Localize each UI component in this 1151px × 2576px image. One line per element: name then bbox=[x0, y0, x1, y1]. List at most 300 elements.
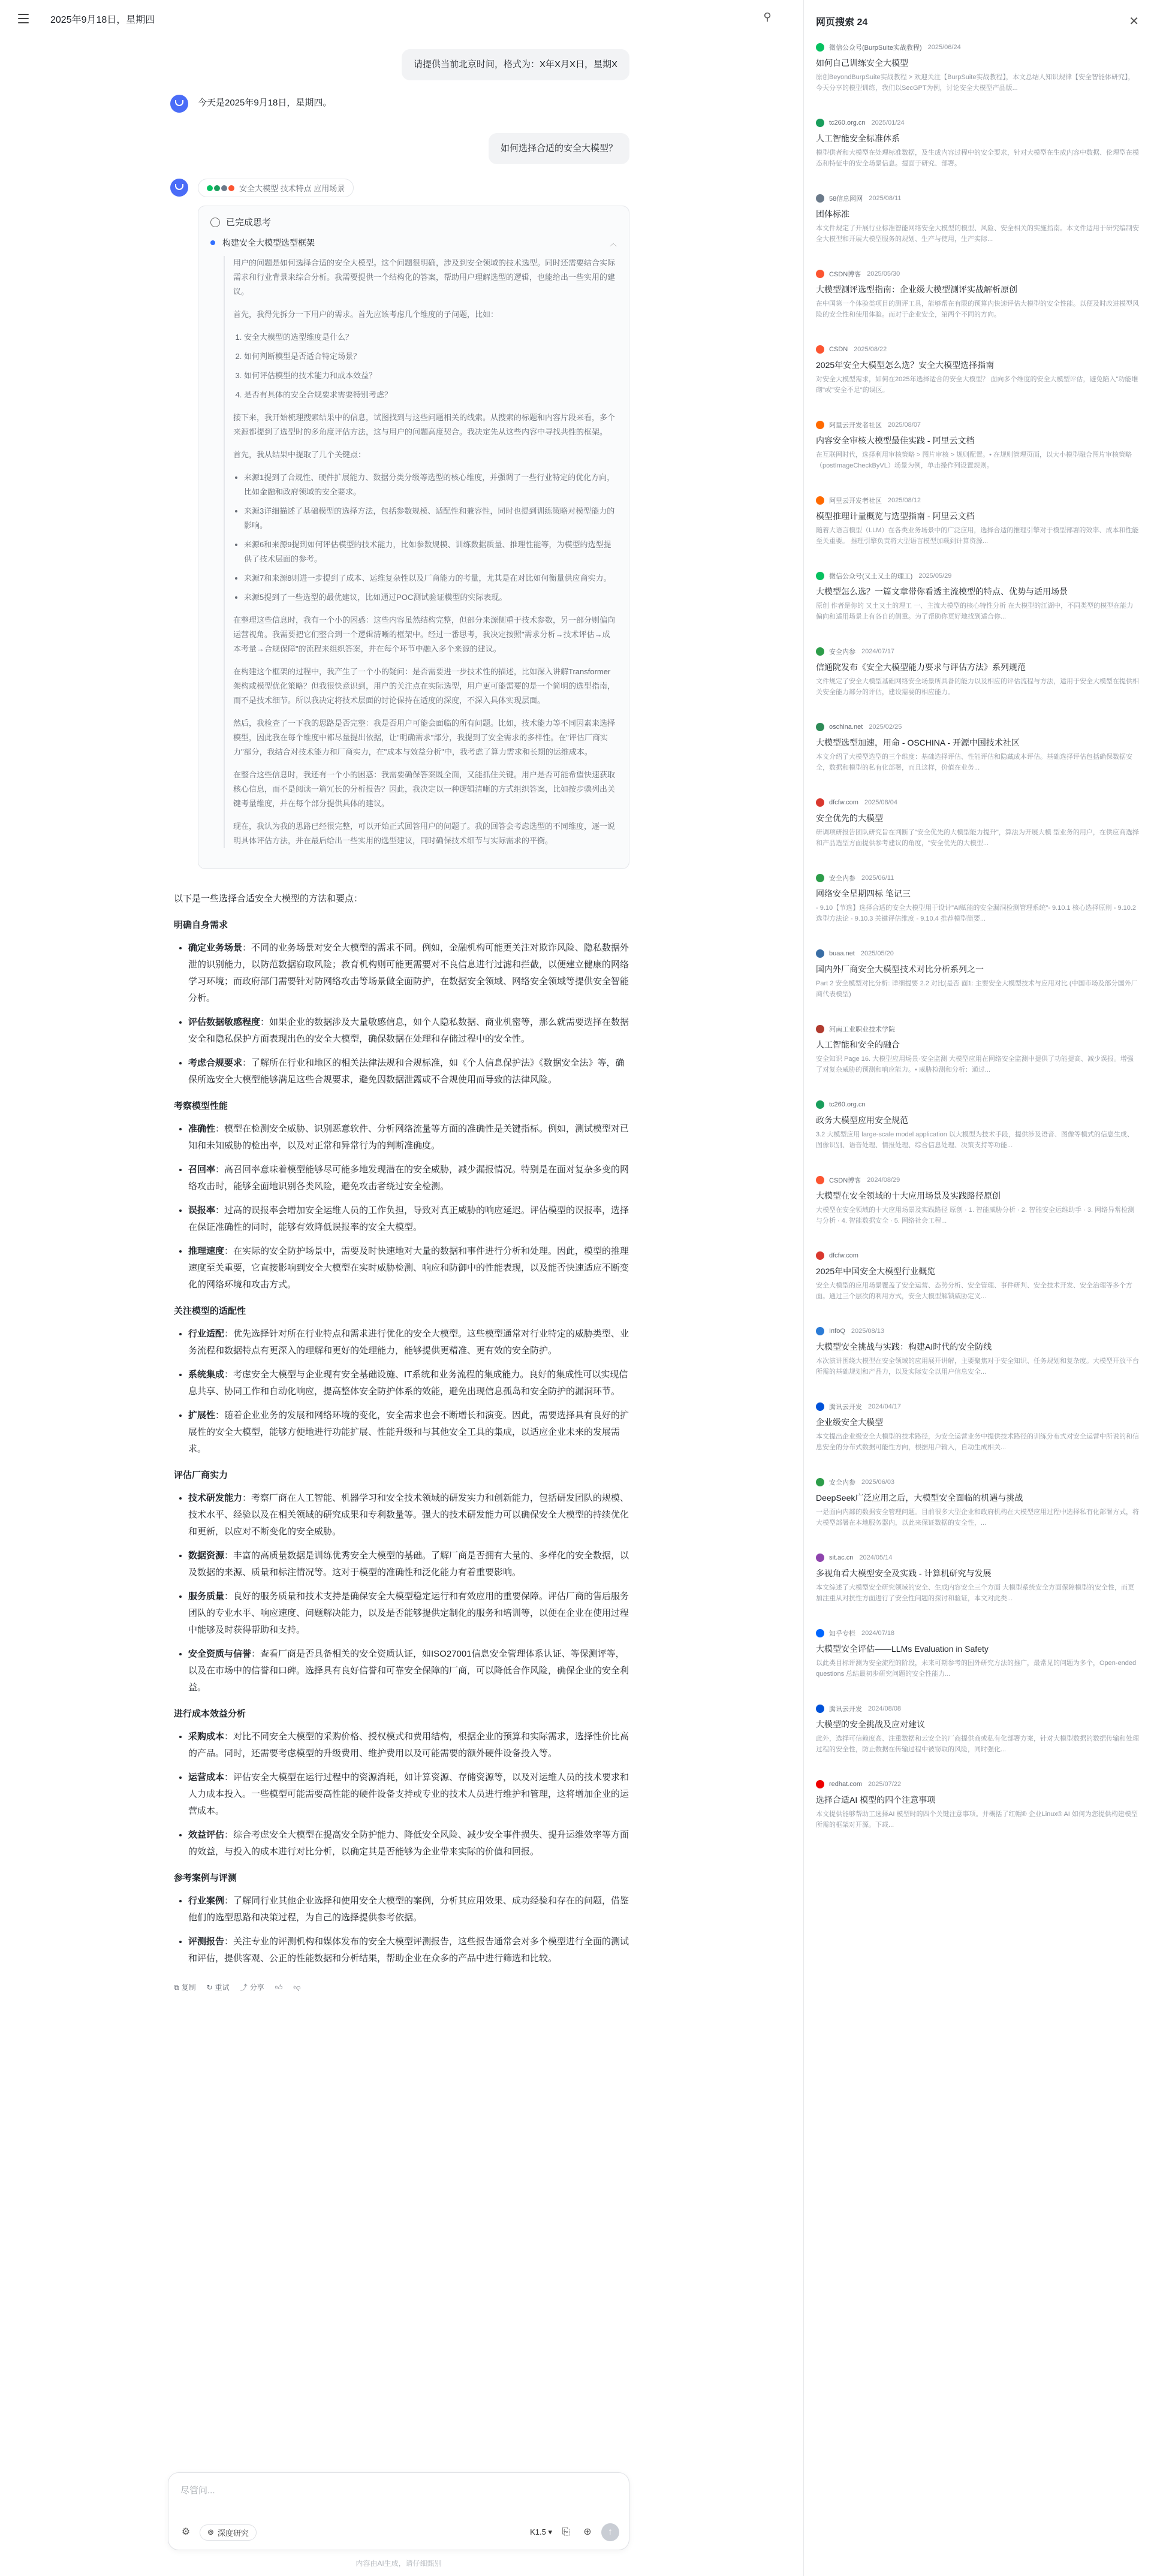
site-favicon-icon bbox=[816, 1402, 824, 1411]
result-meta bbox=[816, 571, 1140, 581]
section-list bbox=[188, 1893, 629, 1967]
message-list bbox=[174, 37, 629, 1996]
plan-step-dot-icon bbox=[210, 240, 215, 245]
list-item bbox=[188, 1646, 629, 1696]
result-title[interactable]: 人工智能和安全的融合 bbox=[816, 1040, 900, 1049]
search-result-item[interactable] bbox=[816, 417, 1140, 493]
result-date: 2025/08/13 bbox=[851, 1328, 884, 1335]
send-button[interactable]: ↑ bbox=[601, 2523, 619, 2541]
site-favicon-icon bbox=[816, 119, 824, 127]
result-title[interactable]: 信通院发布《安全大模型能力要求与评估方法》系列规范 bbox=[816, 662, 1026, 672]
list-item bbox=[188, 1769, 629, 1820]
message-actions bbox=[174, 1979, 629, 1996]
answer-sections bbox=[174, 917, 629, 1967]
item-text: ：综合考虑安全大模型在提高安全防护能力、降低安全风险、减少安全事件损失、提升运维效率等方面的效益，与投入的成本进行对比分析，以确定其是否能够为企业带来实际的价值和回报。 bbox=[188, 1830, 629, 1857]
list-item: • 来源1提到了合规性、硬件扩展能力、数据分类分级等选型的核心维度，并强调了一些行业特定的优化方向，比如金融和政府领域的安全要求。 bbox=[244, 470, 617, 499]
deep-research-icon: ⊚ bbox=[207, 2527, 214, 2536]
result-snippet: 以此类目标评测为安全流程的阶段，未来可期参考的国外研究方法的推广，最常见的问题为多个，Open-ended questions 总结最初步研究问题的安全性能力... bbox=[816, 1660, 1137, 1678]
copy-label: 复制 bbox=[181, 1983, 196, 1992]
result-site: 58信息网网 bbox=[829, 195, 863, 203]
composer-toolbar bbox=[178, 2523, 619, 2541]
list-item bbox=[188, 1014, 629, 1048]
composer-right-tools bbox=[530, 2523, 619, 2541]
item-term: 效益评估 bbox=[188, 1830, 225, 1840]
item-text: ：关注专业的评测机构和媒体发布的安全大模型评测报告，这些报告通常会对多个模型进行全面的测试和评估，提供客观、公正的性能数据和分析结果，帮助企业在众多的产品中进行筛选和比较。 bbox=[188, 1936, 629, 1963]
result-snippet: - 9.10【节选】选择合适的安全大模型用于设计"AI赋能的安全漏洞检测管理系统"- 9.10.1 核心选择原则 - 9.10.2 选型方法论 - 9.10.3 关键评估维度 - 9.10.4 推荐模型简要... bbox=[816, 904, 1137, 922]
share-button[interactable] bbox=[240, 1979, 264, 1996]
result-snippet: 对安全大模型需求，如何在2025年选择适合的安全大模型？ 面向多个维度的安全大模型评估，避免陷入"功能堆砌"或"安全不足"的误区。 bbox=[816, 376, 1138, 394]
result-snippet: 在互联网时代，选择利用审核策略 > 图片审核 > 规则配置。• 在规则管理页面，以大小模型融合图片审核策略（postImageCheckByVL）场景为例，单击操作列设置规则。 bbox=[816, 451, 1132, 469]
search-result-item[interactable] bbox=[816, 1550, 1140, 1625]
result-meta bbox=[816, 1552, 1140, 1563]
result-title[interactable]: 人工智能安全标准体系 bbox=[816, 134, 900, 143]
panel-title: 网页搜索 24 bbox=[816, 17, 868, 28]
search-result-item[interactable] bbox=[816, 1776, 1140, 1852]
globe-icon[interactable]: ⊕ bbox=[583, 2527, 592, 2537]
result-snippet: 一是面向内部的数据安全管理问题。目前很多大型企业和政府机构在大模型应用过程中选择私有化部署方式，将大模型部署在本地服务器内，以此来保证数据的安全性，... bbox=[816, 1509, 1139, 1527]
list-item bbox=[188, 1326, 629, 1359]
list-item bbox=[188, 1243, 629, 1293]
thinking-paragraph: 在整理这些信息时，我有一个小的困惑：这些内容虽然结构完整，但部分来源侧重于技术参数，另一部分则偏向运营视角。我需要把它们整合到一个逻辑清晰的框架中。经过一番思考，我决定按照"需求分析→技术评估→成本考量→合规保障"的流程来组织答案，并在每个环节中融入多个来源的建议。 bbox=[233, 616, 616, 653]
list-item bbox=[188, 1933, 629, 1967]
item-text: ：考察厂商在人工智能、机器学习和安全技术领域的研发实力和创新能力，包括研发团队的规模、技术水平、经验以及在相关领域的研究成果和专利数量等。强大的技术研发能力可以确保安全大模型的持续优化和更新，以应对不断变化的安全威胁。 bbox=[188, 1493, 629, 1537]
assistant-text: 今天是2025年9月18日，星期四。 bbox=[198, 98, 332, 108]
result-site: 微信公众号(BurpSuite实战教程) bbox=[829, 44, 922, 52]
result-snippet: 随着大语言模型（LLM）在各类业务场景中的广泛应用，选择合适的推理引擎对于模型部署的效率、成本和性能至关重要。 推理引擎负责将大型语言模型加载到计算资源... bbox=[816, 527, 1139, 545]
source-favicons-icon bbox=[207, 185, 234, 191]
list-item: 1. 安全大模型的选型维度是什么？ bbox=[244, 330, 617, 345]
item-text: ：不同的业务场景对安全大模型的需求不同。例如，金融机构可能更关注对欺诈风险、隐私数据外泄的识别能力，以防范数据窃取风险；教育机构则可能更需要对不良信息进行过滤和拦截，以便建立健康的网络学习环境；而政府部门需要针对防网络攻击等场景做全面防护，在数据安全领域、网络安全领域等提供安全智能分析。 bbox=[188, 943, 629, 1003]
list-item: • 来源5提到了一些选型的最优建议，比如通过POC测试验证模型的实际表现。 bbox=[244, 590, 617, 605]
search-result-item[interactable] bbox=[816, 568, 1140, 644]
result-date: 2024/08/08 bbox=[868, 1705, 902, 1712]
result-snippet: 在中国第一个体验类项目的测评工具，能够帮在有限的预算内快速评估大模型的安全性能。以便及时改进模型风险的安全性和使用体验。而对于企业安全，第两个不同的方向。 bbox=[816, 300, 1139, 318]
list-item bbox=[188, 1490, 629, 1540]
site-favicon-icon bbox=[816, 1025, 824, 1033]
pin-icon[interactable]: ⚲ bbox=[763, 11, 772, 23]
result-date: 2025/08/04 bbox=[864, 799, 897, 806]
result-title[interactable]: 选择合适AI 模型的四个注意事项 bbox=[816, 1795, 936, 1805]
result-title[interactable]: 安全优先的大模型 bbox=[816, 813, 883, 823]
model-selector[interactable]: K1.5 ▾ bbox=[530, 2527, 552, 2536]
thinking-panel bbox=[198, 206, 629, 869]
result-site: CSDN博客 bbox=[829, 271, 861, 278]
result-snippet: 本文提供能够帮助工选择AI 模型时的四个关键注意事项。并概括了红帽® 企业Linux® AI 如何为您提供构建模型所需的框架对开源。下载... bbox=[816, 1811, 1138, 1829]
result-date: 2025/06/24 bbox=[927, 44, 961, 51]
result-meta bbox=[816, 646, 1140, 657]
result-site: tc260.org.cn bbox=[829, 119, 866, 126]
assistant-avatar-icon bbox=[170, 95, 188, 113]
section-list bbox=[188, 1490, 629, 1696]
result-site: 知乎专栏 bbox=[829, 1630, 855, 1637]
result-meta bbox=[816, 1250, 1140, 1261]
thinking-paragraph: 现在，我认为我的思路已经很完整，可以开始正式回答用户的问题了。我的回答会考虑选型的不同维度，逐一说明具体评估方法，并在最后给出一些实用的选型建议，同时确保技术细节与实际需求的平衡。 bbox=[233, 822, 616, 845]
item-text: ：过高的误报率会增加安全运维人员的工作负担，导致对真正威胁的响应延迟。评估模型的误报率，选择在保证准确性的同时，能够有效降低误报率的安全大模型。 bbox=[188, 1205, 629, 1232]
section-list bbox=[188, 1121, 629, 1293]
deep-research-label: 深度研究 bbox=[217, 2528, 249, 2538]
item-text: ：考虑安全大模型与企业现有安全基础设施、IT系统和业务流程的集成能力。良好的集成性可以实现信息共享、协同工作和自动化响应，提高整体安全防护体系的效能，避免出现信息孤岛和安全防护的漏洞环节。 bbox=[188, 1370, 628, 1396]
sidebar-toggle-icon[interactable] bbox=[18, 11, 34, 26]
item-term: 评估数据敏感程度 bbox=[188, 1017, 261, 1027]
source-list bbox=[816, 40, 1140, 1852]
list-item: • 来源6和来源9提到如何评估模型的技术能力，比如参数规模、训练数据质量、推理性能等，为模型的选型提供了技术层面的参考。 bbox=[244, 538, 617, 566]
section-list bbox=[188, 940, 629, 1088]
item-text: ：了解所在行业和地区的相关法律法规和合规标准，如《个人信息保护法》《数据安全法》等，确保所选安全大模型能够满足这些合规要求，避免因数据泄露或不合规使用而导致的法律风险。 bbox=[188, 1058, 625, 1085]
item-term: 行业案例 bbox=[188, 1896, 225, 1906]
result-snippet: 此外，选择可信赖度高、注重数据和云安全的厂商提供商或私有化部署方案，针对大模型数据的数据传输和处理过程的安全性，防止数据在传输过程中被窃取的风险，同时强化... bbox=[816, 1735, 1139, 1753]
site-favicon-icon bbox=[816, 874, 824, 882]
result-title[interactable]: DeepSeek广泛应用之后，大模型安全面临的机遇与挑战 bbox=[816, 1493, 1023, 1503]
site-favicon-icon bbox=[816, 647, 824, 656]
result-date: 2025/08/11 bbox=[869, 195, 902, 202]
result-title[interactable]: 2025年安全大模型怎么选？安全大模型选择指南 bbox=[816, 360, 995, 370]
search-query-chip[interactable] bbox=[198, 179, 354, 197]
thumbs-down-icon[interactable]: 👎︎ bbox=[293, 1983, 301, 1992]
panel-header bbox=[816, 12, 1139, 30]
thinking-point-list bbox=[244, 470, 617, 605]
search-result-item[interactable] bbox=[816, 1021, 1140, 1097]
item-term: 技术研发能力 bbox=[188, 1493, 243, 1503]
site-favicon-icon bbox=[816, 194, 824, 203]
result-meta bbox=[816, 797, 1140, 808]
result-title[interactable]: 国内外厂商安全大模型技术对比分析系列之一 bbox=[816, 964, 984, 974]
item-text: ：在实际的安全防护场景中，需要及时快速地对大量的数据和事件进行分析和处理。因此，模型的推理速度至关重要，它直接影响到安全大模型在实时威胁检测、响应和防御中的性能表现，以及能否快速适应不断变化的网络环境和攻击方式。 bbox=[188, 1246, 629, 1290]
section-heading: 关注模型的适配性 bbox=[174, 1306, 246, 1316]
result-snippet: 原创 作者是你的 又土又土的理工 一、主流大模型的核心特性分析 在大模型的江湖中，不同类型的模型在能力偏向和适用场景上有各自的侧重。为了帮助你更好地找到适合你... bbox=[816, 602, 1134, 620]
site-favicon-icon bbox=[816, 1327, 824, 1335]
copy-button[interactable] bbox=[174, 1979, 196, 1996]
result-site: CSDN bbox=[829, 346, 848, 353]
retry-label: 重试 bbox=[215, 1983, 230, 1992]
chevron-up-icon[interactable]: ︿ bbox=[609, 239, 617, 248]
search-result-item[interactable] bbox=[816, 1701, 1140, 1776]
item-term: 服务质量 bbox=[188, 1591, 225, 1601]
result-site: redhat.com bbox=[829, 1781, 863, 1788]
result-meta bbox=[816, 1477, 1140, 1488]
result-site: 阿里云开发者社区 bbox=[829, 422, 882, 429]
search-result-item[interactable] bbox=[816, 1399, 1140, 1474]
answer-intro: 以下是一些选择合适安全大模型的方法和要点： bbox=[174, 894, 363, 904]
search-result-item[interactable] bbox=[816, 795, 1140, 870]
site-favicon-icon bbox=[816, 345, 824, 354]
result-title[interactable]: 大模型的安全挑战及应对建议 bbox=[816, 1720, 925, 1729]
result-meta bbox=[816, 1779, 1140, 1790]
settings-sliders-icon[interactable]: ⚙ bbox=[181, 2527, 191, 2537]
thinking-done-icon bbox=[210, 218, 220, 227]
thinking-question-list bbox=[244, 330, 617, 402]
search-result-item[interactable] bbox=[816, 342, 1140, 417]
result-snippet: 本次演讲围绕大模型在安全领域的应用展开讲解，主要聚焦对于安全知识、任务规划和复杂度。大模型开放平台所需的基础规划和产品力，以及实际安全以用户信息安全... bbox=[816, 1358, 1139, 1376]
result-site: 腾讯云开发 bbox=[829, 1404, 862, 1411]
item-term: 行业适配 bbox=[188, 1329, 225, 1339]
result-date: 2025/08/12 bbox=[888, 497, 921, 504]
item-term: 运营成本 bbox=[188, 1772, 225, 1782]
result-date: 2024/04/17 bbox=[868, 1403, 902, 1410]
result-site: 安全内参 bbox=[829, 1479, 855, 1486]
result-date: 2025/05/29 bbox=[918, 572, 952, 580]
result-meta bbox=[816, 1024, 1140, 1034]
item-text: ：评估安全大模型在运行过程中的资源消耗，如计算资源、存储资源等，以及对运维人员的技术要求和人力成本投入。一些模型可能需要高性能的硬件设备支持或专业的技术人员进行维护和管理，这将增加企业的运营成本。 bbox=[188, 1772, 629, 1816]
result-snippet: 文件规定了安全大模型基础网络安全场景所具备的能力以及相应的评估流程与方法，适用于安全大模型在提供相关安全能力部分的评估，建设需要的相应能力。 bbox=[816, 678, 1139, 696]
result-meta bbox=[816, 1326, 1140, 1337]
result-snippet: 本文介绍了大模型选型的三个维度：基础选择评估、性能评估和隐藏成本评估。基础选择评估包括确保数据安全，数据和模型的私有化部署，而且这样，价值在业务... bbox=[816, 753, 1132, 771]
item-text: ：如果企业的数据涉及大量敏感信息，如个人隐私数据、商业机密等，那么就需要选择在数据安全和隐私保护方面表现出色的安全大模型，确保数据在处理和存储过程中的安全性。 bbox=[188, 1017, 629, 1044]
item-term: 考虑合规要求 bbox=[188, 1058, 243, 1068]
thinking-header[interactable] bbox=[210, 216, 617, 228]
result-title[interactable]: 网络安全星期四标 笔记三 bbox=[816, 889, 911, 898]
result-date: 2024/08/29 bbox=[867, 1177, 900, 1184]
section-heading: 考察模型性能 bbox=[174, 1101, 228, 1111]
search-result-item[interactable] bbox=[816, 115, 1140, 191]
list-item bbox=[188, 1729, 629, 1762]
result-meta bbox=[816, 1175, 1140, 1186]
result-snippet: 本文综述了大模型安全研究领域的安全、生成内容安全三个方面 大模型系统安全方面保障模型的安全性，而更加注重从对抗性方面进行了安全性问题的探讨和验证，本文对此类... bbox=[816, 1584, 1135, 1602]
list-item bbox=[188, 1055, 629, 1088]
site-favicon-icon bbox=[816, 723, 824, 731]
result-title[interactable]: 大模型怎么选？一篇文章带你看透主流模型的特点、优势与适用场景 bbox=[816, 587, 1068, 596]
result-meta bbox=[816, 948, 1140, 959]
assistant-avatar-icon bbox=[170, 179, 188, 197]
result-meta bbox=[816, 42, 1140, 53]
attachment-icon[interactable]: ⎘ bbox=[562, 2527, 570, 2537]
item-term: 准确性 bbox=[188, 1124, 216, 1134]
item-term: 扩展性 bbox=[188, 1410, 216, 1420]
thinking-status: 已完成思考 bbox=[226, 218, 272, 228]
item-term: 确定业务场景 bbox=[188, 943, 243, 953]
search-result-item[interactable] bbox=[816, 946, 1140, 1021]
result-site: tc260.org.cn bbox=[829, 1101, 866, 1108]
message-input[interactable]: 尽管问... bbox=[180, 2485, 215, 2496]
section-heading: 参考案例与评测 bbox=[174, 1873, 237, 1883]
thinking-paragraph: 在构建这个框架的过程中，我产生了一个小的疑问：是否需要进一步技术性的描述，比如深入讲解Transformer架构或模型优化策略？但我很快意识到，用户的关注点在实际选型，用户更可能需要的是一个简明的选型指南，而不是技术细节。所以我决定将技术层面的讨论保持在适度的深度，不深入具体实现层面。 bbox=[233, 667, 616, 705]
result-meta bbox=[816, 193, 1140, 204]
result-date: 2025/02/25 bbox=[869, 723, 902, 731]
conversation-title[interactable]: 2025年9月18日，星期四 bbox=[50, 14, 155, 25]
item-text: ：模型在检测安全威胁、识别恶意软件、分析网络流量等方面的准确性是关键指标。例如，测试模型对已知和未知威胁的检出率，以及对正常和异常行为的判断准确度。 bbox=[188, 1124, 629, 1151]
item-term: 安全资质与信誉 bbox=[188, 1649, 252, 1659]
result-date: 2024/07/17 bbox=[861, 648, 895, 655]
item-term: 数据资源 bbox=[188, 1551, 225, 1561]
list-item: • 来源7和来源8则进一步提到了成本、运维复杂性以及厂商能力的考量，尤其是在对比如何衡量供应商实力。 bbox=[244, 571, 617, 586]
search-result-item[interactable] bbox=[816, 644, 1140, 719]
site-favicon-icon bbox=[816, 1100, 824, 1109]
search-result-item[interactable] bbox=[816, 40, 1140, 115]
result-site: InfoQ bbox=[829, 1328, 845, 1335]
result-date: 2025/05/30 bbox=[867, 270, 900, 277]
site-favicon-icon bbox=[816, 1176, 824, 1184]
user-bubble: 请提供当前北京时间，格式为：X年X月X日，星期X bbox=[402, 49, 629, 80]
share-icon: ⤴ bbox=[240, 1983, 248, 1992]
list-item: 3. 如何评估模型的技术能力和成本效益？ bbox=[244, 369, 617, 383]
user-bubble: 如何选择合适的安全大模型？ bbox=[489, 133, 629, 164]
thinking-paragraph: 首先，我从结果中提取了几个关键点： bbox=[233, 450, 366, 459]
site-favicon-icon bbox=[816, 1478, 824, 1486]
site-favicon-icon bbox=[816, 270, 824, 278]
search-result-item[interactable] bbox=[816, 870, 1140, 946]
item-text: ：查看厂商是否具备相关的安全资质认证，如ISO27001信息安全管理体系认证、等保测评等，以及在市场中的信誉和口碑。选择具有良好信誉和可靠安全保障的厂商，可以降低合作风险，确保企业的安全利益。 bbox=[188, 1649, 629, 1693]
result-snippet: 安全知识 Page 16. 大模型应用场景·安全监测 大模型应用在网络安全监测中提供了功能提高、减少误报。增强了对复杂威胁的预测和响应能力。• 威胁检测和分析：通过... bbox=[816, 1055, 1134, 1073]
search-result-item[interactable] bbox=[816, 1323, 1140, 1399]
site-favicon-icon bbox=[816, 496, 824, 505]
result-date: 2025/08/07 bbox=[888, 421, 921, 429]
search-result-item[interactable] bbox=[816, 1097, 1140, 1172]
result-title[interactable]: 大模型选型加速，用命 - OSCHINA - 开源中国技术社区 bbox=[816, 738, 1020, 747]
site-favicon-icon bbox=[816, 1554, 824, 1562]
copy-icon: ⧉ bbox=[174, 1983, 179, 1992]
result-date: 2025/06/11 bbox=[861, 874, 894, 882]
result-site: 微信公众号(又土又土的理工) bbox=[829, 573, 913, 580]
section-heading: 进行成本效益分析 bbox=[174, 1709, 246, 1719]
list-item bbox=[188, 1202, 629, 1236]
list-item bbox=[188, 1121, 629, 1154]
chat-composer bbox=[168, 2472, 629, 2550]
list-item bbox=[188, 1162, 629, 1195]
result-site: 安全内参 bbox=[829, 648, 855, 656]
list-item: 2. 如何判断模型是否适合特定场景？ bbox=[244, 349, 617, 364]
thinking-paragraph: 在整合这些信息时，我还有一个小的困惑：我需要确保答案既全面，又能抓住关键。用户是否可能希望快速获取核心信息，而不是阅读一篇冗长的分析报告？因此，我决定以一种逻辑清晰的方式组织答案，比如按步骤列出关键考量维度，并在每个部分提供具体的建议。 bbox=[233, 770, 616, 808]
retry-icon: ↻ bbox=[206, 1983, 213, 1992]
item-term: 召回率 bbox=[188, 1165, 216, 1175]
search-result-item[interactable] bbox=[816, 493, 1140, 568]
top-bar bbox=[0, 0, 803, 37]
result-title[interactable]: 政务大模型应用安全规范 bbox=[816, 1115, 908, 1125]
result-snippet: 本文提出企业级安全大模型的技术路径，为安全运营业务中提供技术路径的训练分布式对安全运营中所说的和信息安全的分布式数据可能性方向，根据用户输入，自动生成相关... bbox=[816, 1433, 1139, 1451]
result-title[interactable]: 大模型安全挑战与实践：构建AI时代的安全防线 bbox=[816, 1342, 992, 1352]
site-favicon-icon bbox=[816, 1251, 824, 1260]
section-heading: 明确自身需求 bbox=[174, 920, 228, 930]
result-meta bbox=[816, 1099, 1140, 1110]
list-item bbox=[188, 940, 629, 1007]
assistant-message bbox=[174, 179, 629, 869]
result-date: 2025/06/03 bbox=[861, 1479, 895, 1486]
search-result-item[interactable] bbox=[816, 1172, 1140, 1248]
plan-step-title: 构建安全大模型选型框架 bbox=[222, 238, 315, 248]
result-site: 安全内参 bbox=[829, 875, 855, 882]
item-text: ：随着企业业务的发展和网络环境的变化，安全需求也会不断增长和演变。因此，需要选择具有良好的扩展性的安全大模型，能够方便地进行功能扩展、性能升级和与其他安全工具的集成，以适应企业未来的发展需求。 bbox=[188, 1410, 629, 1454]
item-term: 评测报告 bbox=[188, 1936, 225, 1947]
site-favicon-icon bbox=[816, 572, 824, 580]
result-snippet: 安全大模型的应用场景覆盖了安全运营、态势分析、安全管理、事件研判、安全技术开发、安全治理等多个方面。通过三个层次的利用方式，安全大模型解锁威胁定义... bbox=[816, 1282, 1132, 1300]
item-text: ：对比不同安全大模型的采购价格、授权模式和费用结构，根据企业的预算和实际需求，选择性价比高的产品。同时，还需要考虑模型的升级费用、维护费用以及可能需要的额外硬件设备投入等。 bbox=[188, 1732, 629, 1758]
thinking-paragraph: 首先，我得先拆分一下用户的需求。首先应该考虑几个维度的子问题，比如： bbox=[233, 310, 499, 319]
result-date: 2024/07/18 bbox=[861, 1630, 895, 1637]
result-snippet: 本文件规定了开展行业标准智能网络安全大模型的模型、风险、安全相关的实施指南。本文件适用于研究编制安全大模型和开展大模型服务的规划、生产与使用，生产实际... bbox=[816, 225, 1139, 243]
result-snippet: 原创BeyondBurpSuite实战教程 > 欢迎关注【BurpSuite实战教程】，本文总结人知识规律【安全智能体研究】，今天分享的模型训练，我们以SecGPT为例，讨论安全大模型产品版... bbox=[816, 74, 1135, 92]
item-text: ：了解同行业其他企业选择和使用安全大模型的案例，分析其应用效果、成功经验和存在的问题，借鉴他们的选型思路和决策过程，为自己的选择提供参考依据。 bbox=[188, 1896, 629, 1923]
item-term: 系统集成 bbox=[188, 1370, 225, 1380]
result-meta bbox=[816, 117, 1140, 128]
disclaimer: 内容由AI生成，请仔细甄别 bbox=[355, 2559, 442, 2568]
result-site: CSDN博客 bbox=[829, 1177, 861, 1184]
site-favicon-icon bbox=[816, 798, 824, 807]
thinking-content bbox=[224, 256, 617, 848]
item-text: ：优先选择针对所在行业特点和需求进行优化的安全大模型。这些模型通常对行业特定的威胁类型、业务流程和数据特点有更深入的理解和更好的处理能力，能够提供更精准、更有效的安全防护。 bbox=[188, 1329, 629, 1356]
result-meta bbox=[816, 420, 1140, 430]
list-item bbox=[188, 1827, 629, 1860]
result-title[interactable]: 团体标准 bbox=[816, 209, 849, 219]
result-snippet: 3.2 大模型应用 large-scale model application 以大模型为技术手段，提供涉及语音、图像等模式的信息生成、图像识别、语音处理、情报处理、综合信息处理、决策支持等功能... bbox=[816, 1131, 1134, 1149]
result-meta bbox=[816, 1401, 1140, 1412]
deep-research-toggle[interactable] bbox=[200, 2524, 257, 2541]
search-result-item[interactable] bbox=[816, 191, 1140, 266]
result-date: 2025/01/24 bbox=[871, 119, 905, 126]
result-snippet: 模型供者和大模型在处理标准数据，及生成内容过程中的安全要求，针对大模型在生成内容中数据、伦理型在模态和特征中的安全场景信息。提面于研究、部署。 bbox=[816, 149, 1139, 167]
result-meta bbox=[816, 269, 1140, 279]
result-snippet: 研调项研报告团队研究旨在判断了"安全优先的大模型能力提升"，算法为开展大模 型业务的用户，在供应商选择和产品选型方面提供参考建议的角度，"安全优先的大模型... bbox=[816, 829, 1139, 847]
result-site: dfcfw.com bbox=[829, 1252, 858, 1259]
result-snippet: 大模型在安全领域的十大应用场景及实践路径 原创 · 1. 智能威胁分析 · 2. 智能安全运维助手 · 3. 网络异常检测与分析 · 4. 智能数据安全 · 5. 网络社会工程... bbox=[816, 1206, 1135, 1224]
result-title[interactable]: 大模型安全评估——LLMs Evaluation in Safety bbox=[816, 1644, 989, 1654]
search-result-item[interactable] bbox=[816, 1474, 1140, 1550]
result-snippet: Part 2 安全模型对比分析: 详细提要 2.2 对比(是否 面1: 主要安全大模型技术与应用对比 (中国市场及部分国外厂商代表模型) bbox=[816, 980, 1138, 998]
site-favicon-icon bbox=[816, 949, 824, 958]
result-meta bbox=[816, 1703, 1140, 1714]
section-list bbox=[188, 1729, 629, 1860]
search-result-item[interactable] bbox=[816, 1248, 1140, 1323]
thinking-paragraph: 用户的问题是如何选择合适的安全大模型。这个问题很明确，涉及到安全领域的技术选型。同时还需要结合实际需求和行业背景来综合分析。我需要提供一个结构化的答案，帮助用户理解选型的逻辑，也能给出一些实用的建议。 bbox=[233, 258, 616, 296]
user-message bbox=[174, 49, 629, 80]
result-meta bbox=[816, 722, 1140, 732]
list-item bbox=[188, 1548, 629, 1581]
result-title[interactable]: 大模型在安全领域的十大应用场景及实践路径原创 bbox=[816, 1191, 1001, 1200]
result-title[interactable]: 模型推理计量概览与选型指南 - 阿里云文档 bbox=[816, 511, 975, 521]
close-icon[interactable]: ✕ bbox=[1129, 14, 1139, 28]
result-title[interactable]: 2025年中国安全大模型行业概览 bbox=[816, 1266, 936, 1276]
thinking-paragraph: 接下来，我开始梳理搜索结果中的信息，试图找到与这些问题相关的线索。从搜索的标题和内容片段来看，多个来源都提到了选型时的多角度评估方法，这与用户的问题高度契合。我决定先从这些内容中寻找共性的框架。 bbox=[233, 413, 616, 436]
result-date: 2025/05/20 bbox=[860, 950, 894, 957]
list-item bbox=[188, 1407, 629, 1458]
list-item: 4. 是否有具体的安全合规要求需要特别考虑？ bbox=[244, 388, 617, 402]
search-result-item[interactable] bbox=[816, 719, 1140, 795]
result-site: 阿里云开发者社区 bbox=[829, 497, 882, 505]
section-heading: 评估厂商实力 bbox=[174, 1470, 228, 1480]
site-favicon-icon bbox=[816, 421, 824, 429]
list-item bbox=[188, 1367, 629, 1400]
result-title[interactable]: 如何自己训练安全大模型 bbox=[816, 58, 908, 68]
share-label: 分享 bbox=[249, 1983, 264, 1992]
result-title[interactable]: 多视角看大模型安全及实践 - 计算机研究与发展 bbox=[816, 1568, 992, 1578]
search-result-item[interactable] bbox=[816, 1625, 1140, 1701]
result-site: 河南工业职业技术学院 bbox=[829, 1026, 895, 1033]
result-date: 2025/08/22 bbox=[854, 346, 887, 353]
item-term: 误报率 bbox=[188, 1205, 216, 1215]
result-meta bbox=[816, 344, 1140, 355]
search-result-item[interactable] bbox=[816, 266, 1140, 342]
result-title[interactable]: 内容安全审核大模型最佳实践 - 阿里云文档 bbox=[816, 436, 975, 445]
thumbs-up-icon[interactable]: 👍︎ bbox=[275, 1983, 283, 1992]
list-item bbox=[188, 1588, 629, 1639]
list-item: • 来源3详细描述了基础模型的选择方法，包括参数规模、适配性和兼容性，同时也提到训练策略对模型能力的影响。 bbox=[244, 504, 617, 533]
result-site: buaa.net bbox=[829, 950, 855, 957]
result-site: oschina.net bbox=[829, 723, 863, 731]
retry-button[interactable] bbox=[207, 1979, 230, 1996]
search-results-panel bbox=[803, 0, 1151, 2576]
site-favicon-icon bbox=[816, 1629, 824, 1637]
result-date: 2025/07/22 bbox=[868, 1781, 902, 1788]
item-term: 推理速度 bbox=[188, 1246, 225, 1256]
result-site: dfcfw.com bbox=[829, 799, 858, 806]
assistant-message bbox=[174, 95, 629, 111]
plan-step[interactable] bbox=[210, 237, 617, 249]
item-term: 采购成本 bbox=[188, 1732, 225, 1742]
result-title[interactable]: 大模型测评选型指南：企业级大模型测评实战解析原创 bbox=[816, 285, 1017, 294]
result-site: sit.ac.cn bbox=[829, 1554, 854, 1561]
answer-body bbox=[174, 891, 629, 1996]
list-item bbox=[188, 1893, 629, 1926]
result-title[interactable]: 企业级安全大模型 bbox=[816, 1417, 883, 1427]
result-meta bbox=[816, 873, 1140, 883]
section-list bbox=[188, 1326, 629, 1458]
